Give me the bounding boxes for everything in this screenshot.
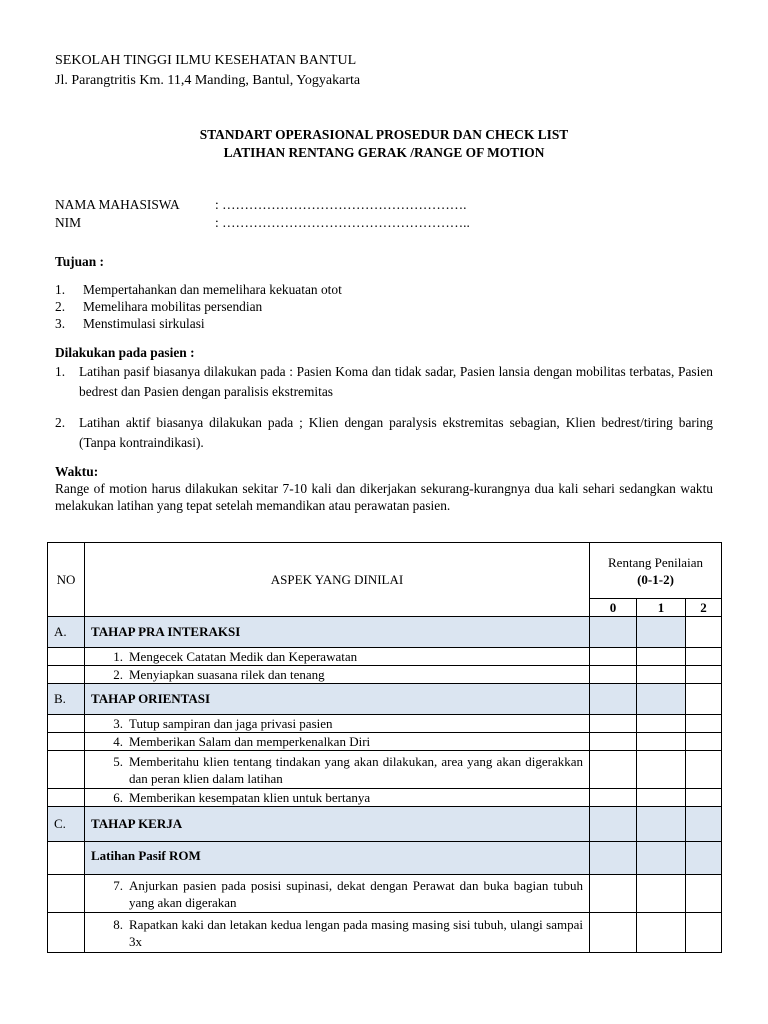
row-aspek-cell [85,751,590,789]
section-number: A. [48,617,85,648]
score-cell-1[interactable] [637,807,686,842]
score-2-header: 2 [686,599,722,617]
score-cell-2[interactable] [686,789,722,807]
score-cell-1[interactable] [637,751,686,789]
table-row [48,789,722,807]
dilakukan-item-1 [55,362,713,402]
item-text: Memberikan kesempatan klien untuk bertanya [129,790,371,805]
item-number: 4. [113,734,123,749]
row-aspek-cell [85,913,590,953]
waktu-text: Range of motion harus dilakukan sekitar 7-10 kali dan dikerjakan sekurang-kurangnya dua kali sehari sedangkan waktu melakukan latihan yang tepat setelah memandikan atau perawatan pasien. [55,481,713,513]
table-row [48,733,722,751]
nim-label: NIM [55,215,82,230]
tujuan-list [55,281,715,332]
item-text: Anjurkan pasien pada posisi supinasi, dekat dengan Perawat dan buka bagian tubuh yang akan digerakan [129,877,583,910]
nama-mahasiswa-field[interactable]: : ………………………………………………. [215,197,467,212]
score-cell-2[interactable] [686,913,722,953]
score-1-header: 1 [637,599,686,617]
score-cell-0[interactable] [590,715,637,733]
row-no-cell [48,875,85,913]
rentang-range: (0-1-2) [637,571,674,587]
row-no-cell [48,751,85,789]
dilakukan-heading: Dilakukan pada pasien : [55,345,195,360]
item-number: 5. [113,753,123,769]
nama-mahasiswa-label: NAMA MAHASISWA [55,197,180,212]
row-no-cell [48,842,85,875]
row-aspek-cell [85,875,590,913]
subsection-title: Latihan Pasif ROM [85,842,590,875]
score-0-header: 0 [590,599,637,617]
table-header-row [48,543,722,599]
col-no-header: NO [48,543,85,617]
row-no-cell [48,648,85,666]
section-title: TAHAP ORIENTASI [85,684,590,715]
score-cell-1[interactable] [637,715,686,733]
row-aspek-cell [85,715,590,733]
institution-address: Jl. Parangtritis Km. 11,4 Manding, Bantul, Yogyakarta [55,73,361,88]
score-cell-1[interactable] [637,684,686,715]
list-text: Menstimulasi sirkulasi [83,316,205,331]
item-text: Rapatkan kaki dan letakan kedua lengan pada masing masing sisi tubuh, ulangi sampai 3x [129,916,583,949]
item-number: 1. [113,649,123,664]
list-text: Latihan pasif biasanya dilakukan pada : Pasien Koma dan tidak sadar, Pasien lansia dengan mobilitas terbatas, Pasien bedrest dan Pasien dengan paralisis ekstremitas [79,364,713,399]
score-cell-1[interactable] [637,913,686,953]
item-text: Memberitahu klien tentang tindakan yang akan dilakukan, area yang akan digerakkan dan peran klien dalam latihan [129,753,583,786]
row-aspek-cell [85,733,590,751]
score-cell-0[interactable] [590,789,637,807]
dilakukan-item-2 [55,413,713,453]
section-number: B. [48,684,85,715]
score-cell-0[interactable] [590,733,637,751]
row-aspek-cell [85,666,590,684]
list-text: Mempertahankan dan memelihara kekuatan otot [83,282,342,297]
item-text: Memberikan Salam dan memperkenalkan Diri [129,734,371,749]
score-cell-2[interactable] [686,684,722,715]
row-no-cell [48,913,85,953]
item-number: 3. [113,716,123,731]
table-row [48,875,722,913]
score-cell-1[interactable] [637,617,686,648]
score-cell-0[interactable] [590,648,637,666]
score-cell-0[interactable] [590,751,637,789]
score-cell-1[interactable] [637,733,686,751]
score-cell-2[interactable] [686,617,722,648]
checklist-table [47,542,722,953]
score-cell-1[interactable] [637,875,686,913]
list-number: 1. [55,364,66,379]
list-number: 2. [55,415,66,430]
table-row [48,715,722,733]
section-number: C. [48,807,85,842]
item-number: 7. [113,877,123,893]
section-row-b [48,684,722,715]
institution-name: SEKOLAH TINGGI ILMU KESEHATAN BANTUL [55,53,357,68]
score-cell-0[interactable] [590,807,637,842]
score-cell-1[interactable] [637,789,686,807]
document-title-line2: LATIHAN RENTANG GERAK /RANGE OF MOTION [223,145,545,160]
table-row [48,648,722,666]
row-no-cell [48,715,85,733]
score-cell-0[interactable] [590,617,637,648]
col-rentang-header [590,543,722,599]
score-cell-2[interactable] [686,715,722,733]
row-no-cell [48,789,85,807]
row-aspek-cell [85,789,590,807]
table-row [48,666,722,684]
score-cell-2[interactable] [686,807,722,842]
score-cell-0[interactable] [590,875,637,913]
item-number: 2. [113,667,123,682]
col-aspek-header: ASPEK YANG DINILAI [85,543,590,617]
list-item [55,298,715,315]
score-cell-2[interactable] [686,875,722,913]
item-text: Menyiapkan suasana rilek dan tenang [129,667,325,682]
row-no-cell [48,666,85,684]
score-cell-0[interactable] [590,684,637,715]
list-item [55,281,715,298]
waktu-heading: Waktu: [55,464,99,479]
score-cell-2[interactable] [686,751,722,789]
list-number: 2. [55,299,66,314]
score-cell-0[interactable] [590,842,637,875]
nim-field[interactable]: : ……………………………………………….. [215,215,470,230]
list-number: 3. [55,316,66,331]
list-number: 1. [55,282,66,297]
document-title-line1: STANDART OPERASIONAL PROSEDUR DAN CHECK LIST [199,127,569,142]
tujuan-heading: Tujuan : [55,254,105,269]
list-item [55,315,715,332]
section-title: TAHAP PRA INTERAKSI [85,617,590,648]
score-cell-1[interactable] [637,666,686,684]
item-number: 6. [113,790,123,805]
item-text: Tutup sampiran dan jaga privasi pasien [129,716,333,731]
item-text: Mengecek Catatan Medik dan Keperawatan [129,649,358,664]
list-text: Memelihara mobilitas persendian [83,299,263,314]
section-title: TAHAP KERJA [85,807,590,842]
score-cell-2[interactable] [686,842,722,875]
table-row [48,913,722,953]
score-cell-0[interactable] [590,913,637,953]
score-cell-2[interactable] [686,666,722,684]
list-text: Latihan aktif biasanya dilakukan pada ; Klien dengan paralysis ekstremitas sebagian, Klien bedrest/tiring baring (Tanpa kontraindikasi). [79,415,713,450]
table-row [48,751,722,789]
score-cell-1[interactable] [637,842,686,875]
section-row-a [48,617,722,648]
subsection-row-c [48,842,722,875]
rentang-label: Rentang Penilaian [608,554,703,570]
section-row-c [48,807,722,842]
score-cell-0[interactable] [590,666,637,684]
item-number: 8. [113,916,123,932]
score-cell-2[interactable] [686,733,722,751]
row-aspek-cell [85,648,590,666]
score-cell-2[interactable] [686,648,722,666]
score-cell-1[interactable] [637,648,686,666]
row-no-cell [48,733,85,751]
